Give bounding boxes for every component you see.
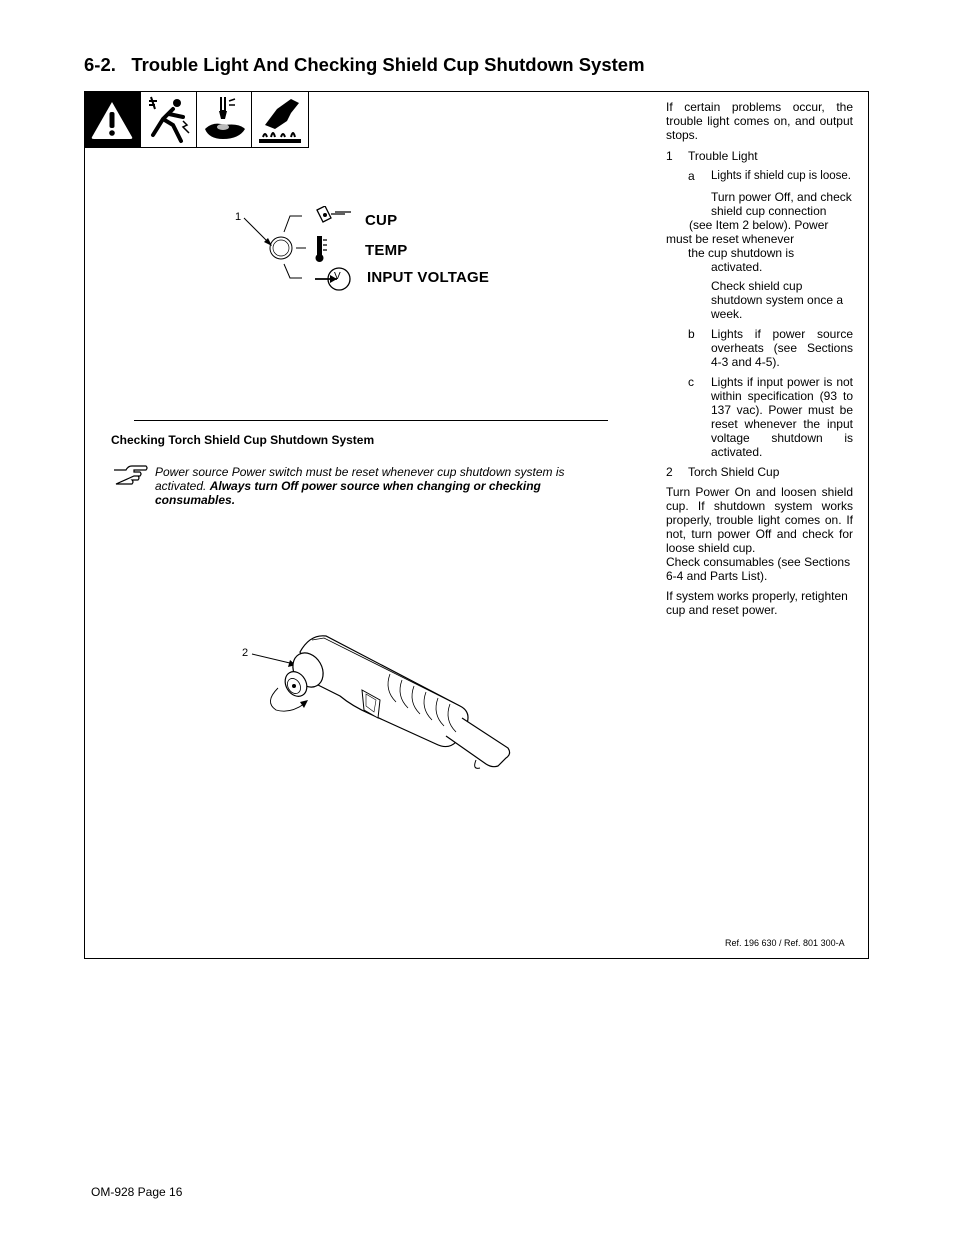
cup-icon xyxy=(315,206,355,226)
label-temp: TEMP xyxy=(365,242,408,259)
intro-text: If certain problems occur, the trouble light comes on, and output stops. xyxy=(666,100,853,142)
item2-para1: Turn Power On and loosen shield cup. If shutdown system works properly, trouble light comes on. If not, turn power Off and check for loose shield cup. xyxy=(666,485,853,555)
hot-torch-icon xyxy=(197,92,253,147)
label-input-voltage: INPUT VOLTAGE xyxy=(367,269,490,286)
note-bold: Always turn Off power source when changing or checking consumables. xyxy=(155,479,541,507)
item1c-text: Lights if input power is not within specification (93 to 137 vac). Power must be reset whenever the input voltage shutdown is activated. xyxy=(711,375,853,459)
page-footer: OM-928 Page 16 xyxy=(91,1185,183,1199)
note-text xyxy=(155,465,575,507)
hot-parts-icon xyxy=(252,92,308,147)
section-number: 6-2. xyxy=(84,54,116,75)
section-title-text: Trouble Light And Checking Shield Cup Shutdown System xyxy=(131,54,645,75)
item1a-para1-line4: must be reset whenever xyxy=(666,232,795,246)
item1a-para2: Check shield cup shutdown system once a week. xyxy=(711,279,844,321)
v-symbol: V xyxy=(334,271,341,282)
item1a-letter: a xyxy=(688,169,695,183)
warning-triangle-icon xyxy=(85,92,141,147)
item1a-para1-line2: shield cup connection xyxy=(711,204,827,218)
item1a-para1-line3: (see Item 2 below). Power xyxy=(689,218,829,232)
temperature-icon xyxy=(313,234,333,264)
item1a-para1-line6: activated. xyxy=(711,260,763,274)
pointing-hand-icon xyxy=(112,464,150,488)
divider xyxy=(134,420,608,421)
item1-number: 1 xyxy=(666,149,673,163)
item2-para2: Check consumables (see Sections 6-4 and Parts List). xyxy=(666,555,851,583)
item1b-letter: b xyxy=(688,327,695,341)
item1a-para1-line5: the cup shutdown is xyxy=(688,246,795,260)
label-cup: CUP xyxy=(365,212,398,229)
item2-number: 2 xyxy=(666,465,673,479)
item2-para3: If system works properly, retighten cup and reset power. xyxy=(666,589,848,617)
note-normal: Power source Power switch must be reset whenever cup shutdown system is activated. xyxy=(155,465,565,493)
torch-diagram xyxy=(250,630,520,775)
electric-shock-icon xyxy=(141,92,197,147)
section-title xyxy=(84,54,645,76)
reference-number: Ref. 196 630 / Ref. 801 300-A xyxy=(725,938,845,948)
item1a-text: Lights if shield cup is loose. xyxy=(711,170,851,182)
item1c-letter: c xyxy=(688,375,694,389)
check-heading: Checking Torch Shield Cup Shutdown System xyxy=(111,433,375,447)
item1b-text: Lights if power source overheats (see Sections 4-3 and 4-5). xyxy=(711,327,853,369)
item2-title: Torch Shield Cup xyxy=(688,465,780,479)
item1-title: Trouble Light xyxy=(688,149,758,163)
callout-1: 1 xyxy=(235,211,242,223)
callout-2: 2 xyxy=(242,647,249,659)
item1a-para1-line1: Turn power Off, and check xyxy=(711,190,852,204)
hazard-strip xyxy=(84,91,309,148)
